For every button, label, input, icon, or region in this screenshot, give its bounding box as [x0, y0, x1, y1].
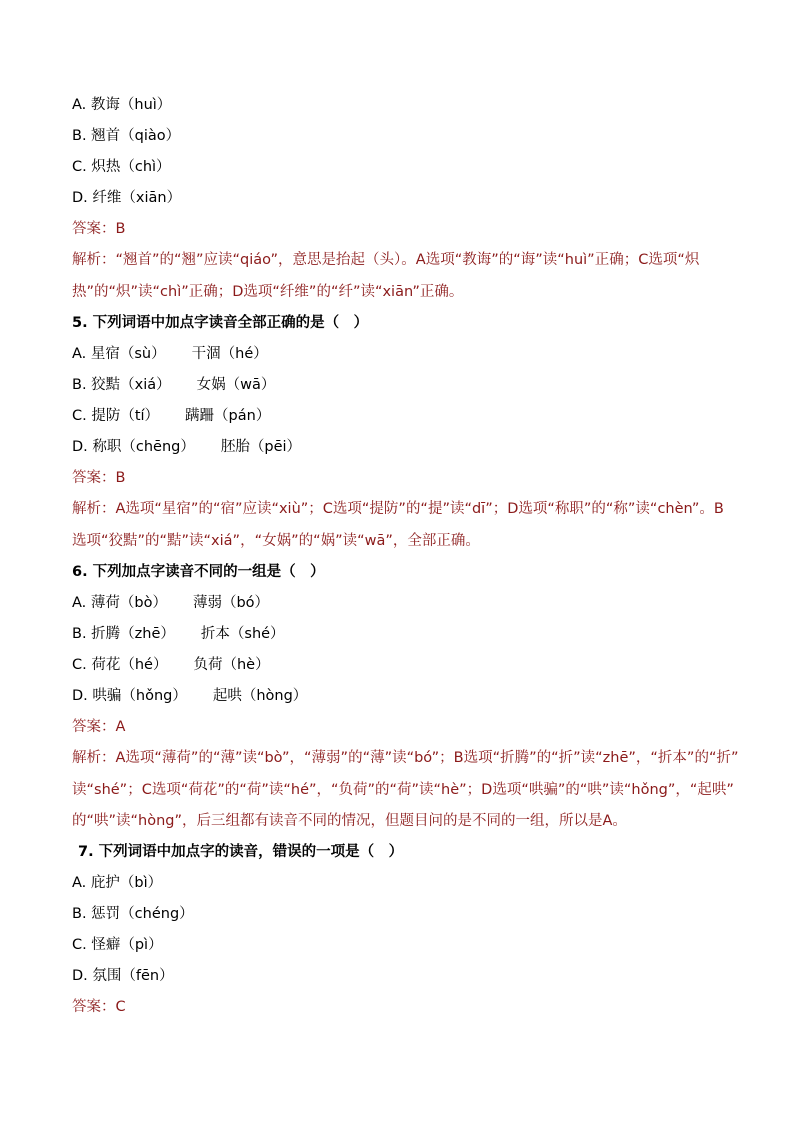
- option-word: C. 提防（tí）: [72, 408, 160, 424]
- q6-explanation-line: 读“shé”；C选项“荷花”的“荷”读“hé”，“负荷”的“荷”读“hè”；D选项“哄骗”的“哄”读“hǒng”，“起哄”: [72, 782, 734, 798]
- option-word: 折本（shé）: [200, 626, 285, 642]
- option-c: C. 炽热（chì）: [72, 159, 171, 175]
- q7-option-b: B. 惩罚（chéng）: [72, 906, 194, 922]
- option-word: C. 荷花（hé）: [72, 657, 168, 673]
- q5-option-b: [72, 375, 275, 395]
- option-word: 干涸（hé）: [191, 346, 268, 362]
- explanation-line: 热”的“炽”读“chì”正确；D选项“纤维”的“纤”读“xiān”正确。: [72, 284, 464, 300]
- q7-option-a: A. 庇护（bì）: [72, 875, 163, 891]
- option-word: 薄弱（bó）: [192, 595, 270, 611]
- q7-option-d: D. 氛围（fēn）: [72, 968, 174, 984]
- option-word: A. 薄荷（bò）: [72, 595, 167, 611]
- q5-answer: 答案：B: [72, 470, 126, 486]
- option-word: B. 折腾（zhē）: [72, 626, 175, 642]
- option-word: 蹒跚（pán）: [185, 408, 271, 424]
- q5-explanation-line: 解析：A选项“星宿”的“宿”应读“xiù”；C选项“提防”的“提”读“dī”；D选项“称职”的“称”读“chèn”。B: [72, 501, 724, 517]
- q6-explanation-line: 解析：A选项“薄荷”的“薄”读“bò”，“薄弱”的“薄”读“bó”；B选项“折腾”的“折”读“zhē”，“折本”的“折”: [72, 750, 739, 766]
- q6-explanation-line: 的“哄”读“hòng”，后三组都有读音不同的情况，但题目问的是不同的一组，所以是A。: [72, 813, 627, 829]
- option-word: 胚胎（pēi）: [220, 439, 302, 455]
- q5-explanation-line: 选项“狡黠”的“黠”读“xiá”，“女娲”的“娲”读“wā”，全部正确。: [72, 533, 480, 549]
- answer: 答案：B: [72, 221, 126, 237]
- explanation-line: 解析：“翘首”的“翘”应读“qiáo”，意思是抬起（头）。A选项“教诲”的“诲”读“huì”正确；C选项“炽: [72, 252, 700, 268]
- q6-option-d: [72, 686, 307, 706]
- option-word: B. 狡黠（xiá）: [72, 377, 171, 393]
- question-6-title: 6. 下列加点字读音不同的一组是（ ）: [72, 564, 325, 580]
- q5-option-a: [72, 344, 268, 364]
- question-5-title: 5. 下列词语中加点字读音全部正确的是（ ）: [72, 315, 369, 331]
- q7-answer: 答案：C: [72, 999, 126, 1015]
- q6-option-c: [72, 655, 270, 675]
- q5-option-c: [72, 406, 270, 426]
- q6-option-b: [72, 624, 285, 644]
- option-d: D. 纤维（xiān）: [72, 190, 182, 206]
- q6-option-a: [72, 593, 269, 613]
- option-word: D. 称职（chēng）: [72, 439, 195, 455]
- q5-option-d: [72, 437, 301, 457]
- q6-answer: 答案：A: [72, 719, 126, 735]
- option-b: B. 翘首（qiào）: [72, 128, 181, 144]
- option-word: 负荷（hè）: [193, 657, 270, 673]
- question-7-title: 7. 下列词语中加点字的读音，错误的一项是（ ）: [78, 844, 404, 860]
- q7-option-c: C. 怪癖（pì）: [72, 937, 163, 953]
- option-word: A. 星宿（sù）: [72, 346, 166, 362]
- option-word: D. 哄骗（hǒng）: [72, 688, 187, 704]
- option-word: 起哄（hòng）: [212, 688, 308, 704]
- option-a: A. 教诲（huì）: [72, 97, 172, 113]
- option-word: 女娲（wā）: [196, 377, 276, 393]
